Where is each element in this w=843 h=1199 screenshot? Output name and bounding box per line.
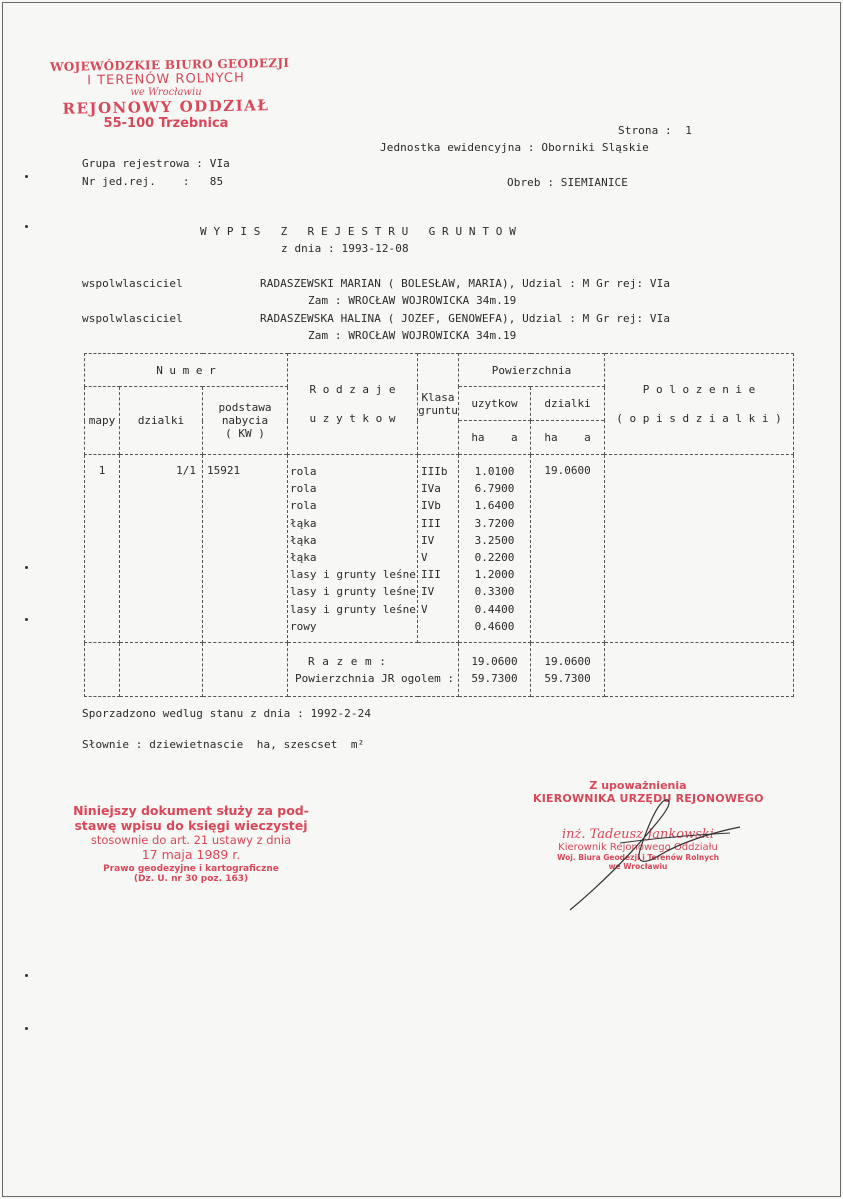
cell-dzialki: 1/1: [120, 455, 203, 643]
total-empty-dzialki: [120, 643, 203, 697]
area-item: 0.4600: [474, 619, 515, 633]
stamp-line: Z upoważnienia: [589, 779, 687, 792]
nr-jednostki-rejestrowej: Nr jed.rej. : 85: [82, 175, 224, 188]
total-empty-polozenie: [605, 643, 794, 697]
stamp-line: stosownie do art. 21 ustawy z dnia: [90, 833, 292, 847]
uzytek-item: rola: [290, 499, 317, 513]
header-rodzaje-uzytkow: [288, 354, 418, 455]
stamp-line: Niniejszy dokument służy za pod-: [73, 803, 309, 818]
header-klasa-line2: gruntu: [418, 404, 458, 417]
uzytek-item: rola: [290, 482, 317, 496]
header-podstawa-line3: ( KW ): [225, 427, 265, 440]
header-podstawa-line2: nabycia: [221, 414, 269, 427]
total-empty-kw: [203, 643, 288, 697]
header-podstawa-line1: podstawa: [218, 401, 272, 414]
area-item: 3.2500: [474, 533, 515, 547]
stamp-line: I TERENÓW ROLNYCH: [87, 70, 245, 89]
pow-jr-dzialki: 59.7300: [544, 671, 591, 685]
pow-jr-label: Powierzchnia JR ogolem :: [295, 671, 454, 685]
stamp-line: we Wrocławiu: [130, 87, 202, 98]
area-item: 1.6400: [474, 499, 515, 513]
cell-area-dzialki: 19.0600: [531, 455, 605, 643]
header-dzialki-area: dzialki: [531, 387, 605, 421]
klasa-item: V: [421, 602, 428, 616]
stamp-line: Kierownik Rejonowego Oddziału: [558, 842, 718, 853]
pow-jr-uzytkow: 59.7300: [471, 671, 518, 685]
area-item: 6.7900: [474, 482, 515, 496]
sporzadzono-line: Sporzadzono wedlug stanu z dnia : 1992-2-24: [82, 707, 372, 720]
header-polozenie-line1: P o l o z e n i e: [642, 383, 756, 396]
area-item: 0.3300: [474, 585, 515, 599]
cell-uzytki-list: [288, 455, 418, 643]
page-number: Strona : 1: [618, 124, 692, 137]
header-ha-a-uzytkow: ha a: [459, 421, 531, 455]
uzytek-item: łąka: [290, 550, 317, 564]
cell-klasy-list: [418, 455, 459, 643]
header-uzytkow: uzytkow: [459, 387, 531, 421]
stamp-line: WOJEWÓDZKIE BIURO GEODEZJI: [49, 55, 290, 75]
header-rodzaje-line1: R o d z a j e: [309, 383, 396, 396]
header-numer: N u m e r: [85, 354, 288, 387]
klasa-item: III: [421, 568, 441, 582]
stamp-line: we Wrocławiu: [608, 862, 668, 871]
margin-dot: [25, 566, 28, 569]
stamp-line: Woj. Biura Geodezji i Terenów Rolnych: [557, 853, 719, 862]
owner-address: Zam : WROCŁAW WOJROWICKA 34m.19: [308, 329, 517, 342]
owner-name: RADASZEWSKI MARIAN ( BOLESŁAW, MARIA), Udzial : M Gr rej: VIa: [260, 277, 671, 290]
margin-dot: [25, 618, 28, 621]
klasa-item: IV: [421, 585, 435, 599]
margin-dot: [25, 974, 28, 977]
cell-polozenie: [605, 455, 794, 643]
razem-uzytkow: 19.0600: [471, 654, 518, 668]
uzytek-item: łąka: [290, 516, 317, 530]
uzytek-item: łąka: [290, 533, 317, 547]
jednostka-ewidencyjna: Jednostka ewidencyjna : Oborniki Sląskie: [380, 141, 649, 154]
header-polozenie: [605, 354, 794, 455]
area-item: 0.2200: [474, 550, 515, 564]
header-podstawa-nabycia: [203, 387, 288, 455]
stamp-top-left: [49, 55, 290, 131]
owner-name: RADASZEWSKA HALINA ( JOZEF, GENOWEFA), Udzial : M Gr rej: VIa: [260, 312, 671, 325]
owner-role: wspolwlasciciel: [82, 312, 183, 325]
klasa-item: V: [421, 550, 428, 564]
area-item: 1.0100: [474, 465, 515, 478]
document-date: z dnia : 1993-12-08: [281, 242, 409, 255]
stamp-line: (Dz. U. nr 30 poz. 163): [133, 874, 249, 884]
owner-address: Zam : WROCŁAW WOJROWICKA 34m.19: [308, 294, 517, 307]
razem-label: R a z e m :: [308, 654, 387, 668]
stamp-line: REJONOWY ODDZIAŁ: [62, 96, 270, 118]
klasa-item: IVa: [421, 482, 441, 496]
razem-dzialki: 19.0600: [544, 654, 591, 668]
cell-areas-list: [459, 455, 531, 643]
header-klasa-gruntu: [418, 354, 459, 455]
area-item: 1.2000: [474, 568, 515, 582]
document-title: W Y P I S Z R E J E S T R U G R U N T O W: [200, 225, 516, 238]
total-dzialki: [531, 643, 605, 697]
header-powierzchnia: Powierzchnia: [459, 354, 605, 387]
klasa-item: III: [421, 516, 441, 530]
klasa-item: IIIb: [421, 465, 448, 478]
stamp-line: inż. Tadeusz Jankowski: [562, 827, 714, 842]
uzytek-item: rowy: [290, 619, 317, 633]
header-klasa-line1: Klasa: [421, 391, 455, 404]
total-uzytkow: [459, 643, 531, 697]
margin-dot: [25, 1027, 28, 1030]
uzytek-item: rola: [290, 465, 317, 478]
cell-podstawa-kw: 15921: [203, 455, 288, 643]
area-item: 0.4400: [474, 602, 515, 616]
header-rodzaje-line2: u z y t k o w: [309, 412, 396, 425]
uzytek-item: lasy i grunty leśne: [290, 585, 416, 599]
header-ha-a-dzialki: ha a: [531, 421, 605, 455]
slownie-line: Słownie : dziewietnascie ha, szescset m²: [82, 738, 365, 751]
header-polozenie-line2: ( o p i s d z i a l k i ): [616, 412, 782, 425]
header-mapy: mapy: [85, 387, 120, 455]
area-item: 3.7200: [474, 516, 515, 530]
klasa-item: IV: [421, 533, 435, 547]
margin-dot: [25, 225, 28, 228]
stamp-bottom-left: [56, 803, 326, 884]
obreb: Obreb : SIEMIANICE: [507, 176, 629, 189]
cell-mapy: 1: [85, 455, 120, 643]
grupa-rejestrowa: Grupa rejestrowa : VIa: [82, 157, 230, 170]
header-dzialki: dzialki: [120, 387, 203, 455]
uzytek-item: lasy i grunty leśne: [290, 568, 416, 582]
uzytek-item: lasy i grunty leśne: [290, 602, 416, 616]
klasa-item: IVb: [421, 499, 441, 513]
stamp-line: KIEROWNIKA URZĘDU REJONOWEGO: [533, 792, 764, 805]
stamp-line: stawę wpisu do księgi wieczystej: [74, 818, 308, 833]
stamp-line: 55-100 Trzebnica: [103, 116, 229, 131]
register-table: [84, 353, 794, 697]
stamp-line: 17 maja 1989 r.: [141, 847, 241, 862]
klasa-item: [421, 618, 458, 635]
owner-role: wspolwlasciciel: [82, 277, 183, 290]
total-labels: [288, 643, 459, 697]
handwritten-signature: [560, 795, 750, 920]
margin-dot: [25, 175, 28, 178]
total-empty-mapy: [85, 643, 120, 697]
stamp-line: Prawo geodezyjne i kartograficzne: [103, 864, 279, 874]
